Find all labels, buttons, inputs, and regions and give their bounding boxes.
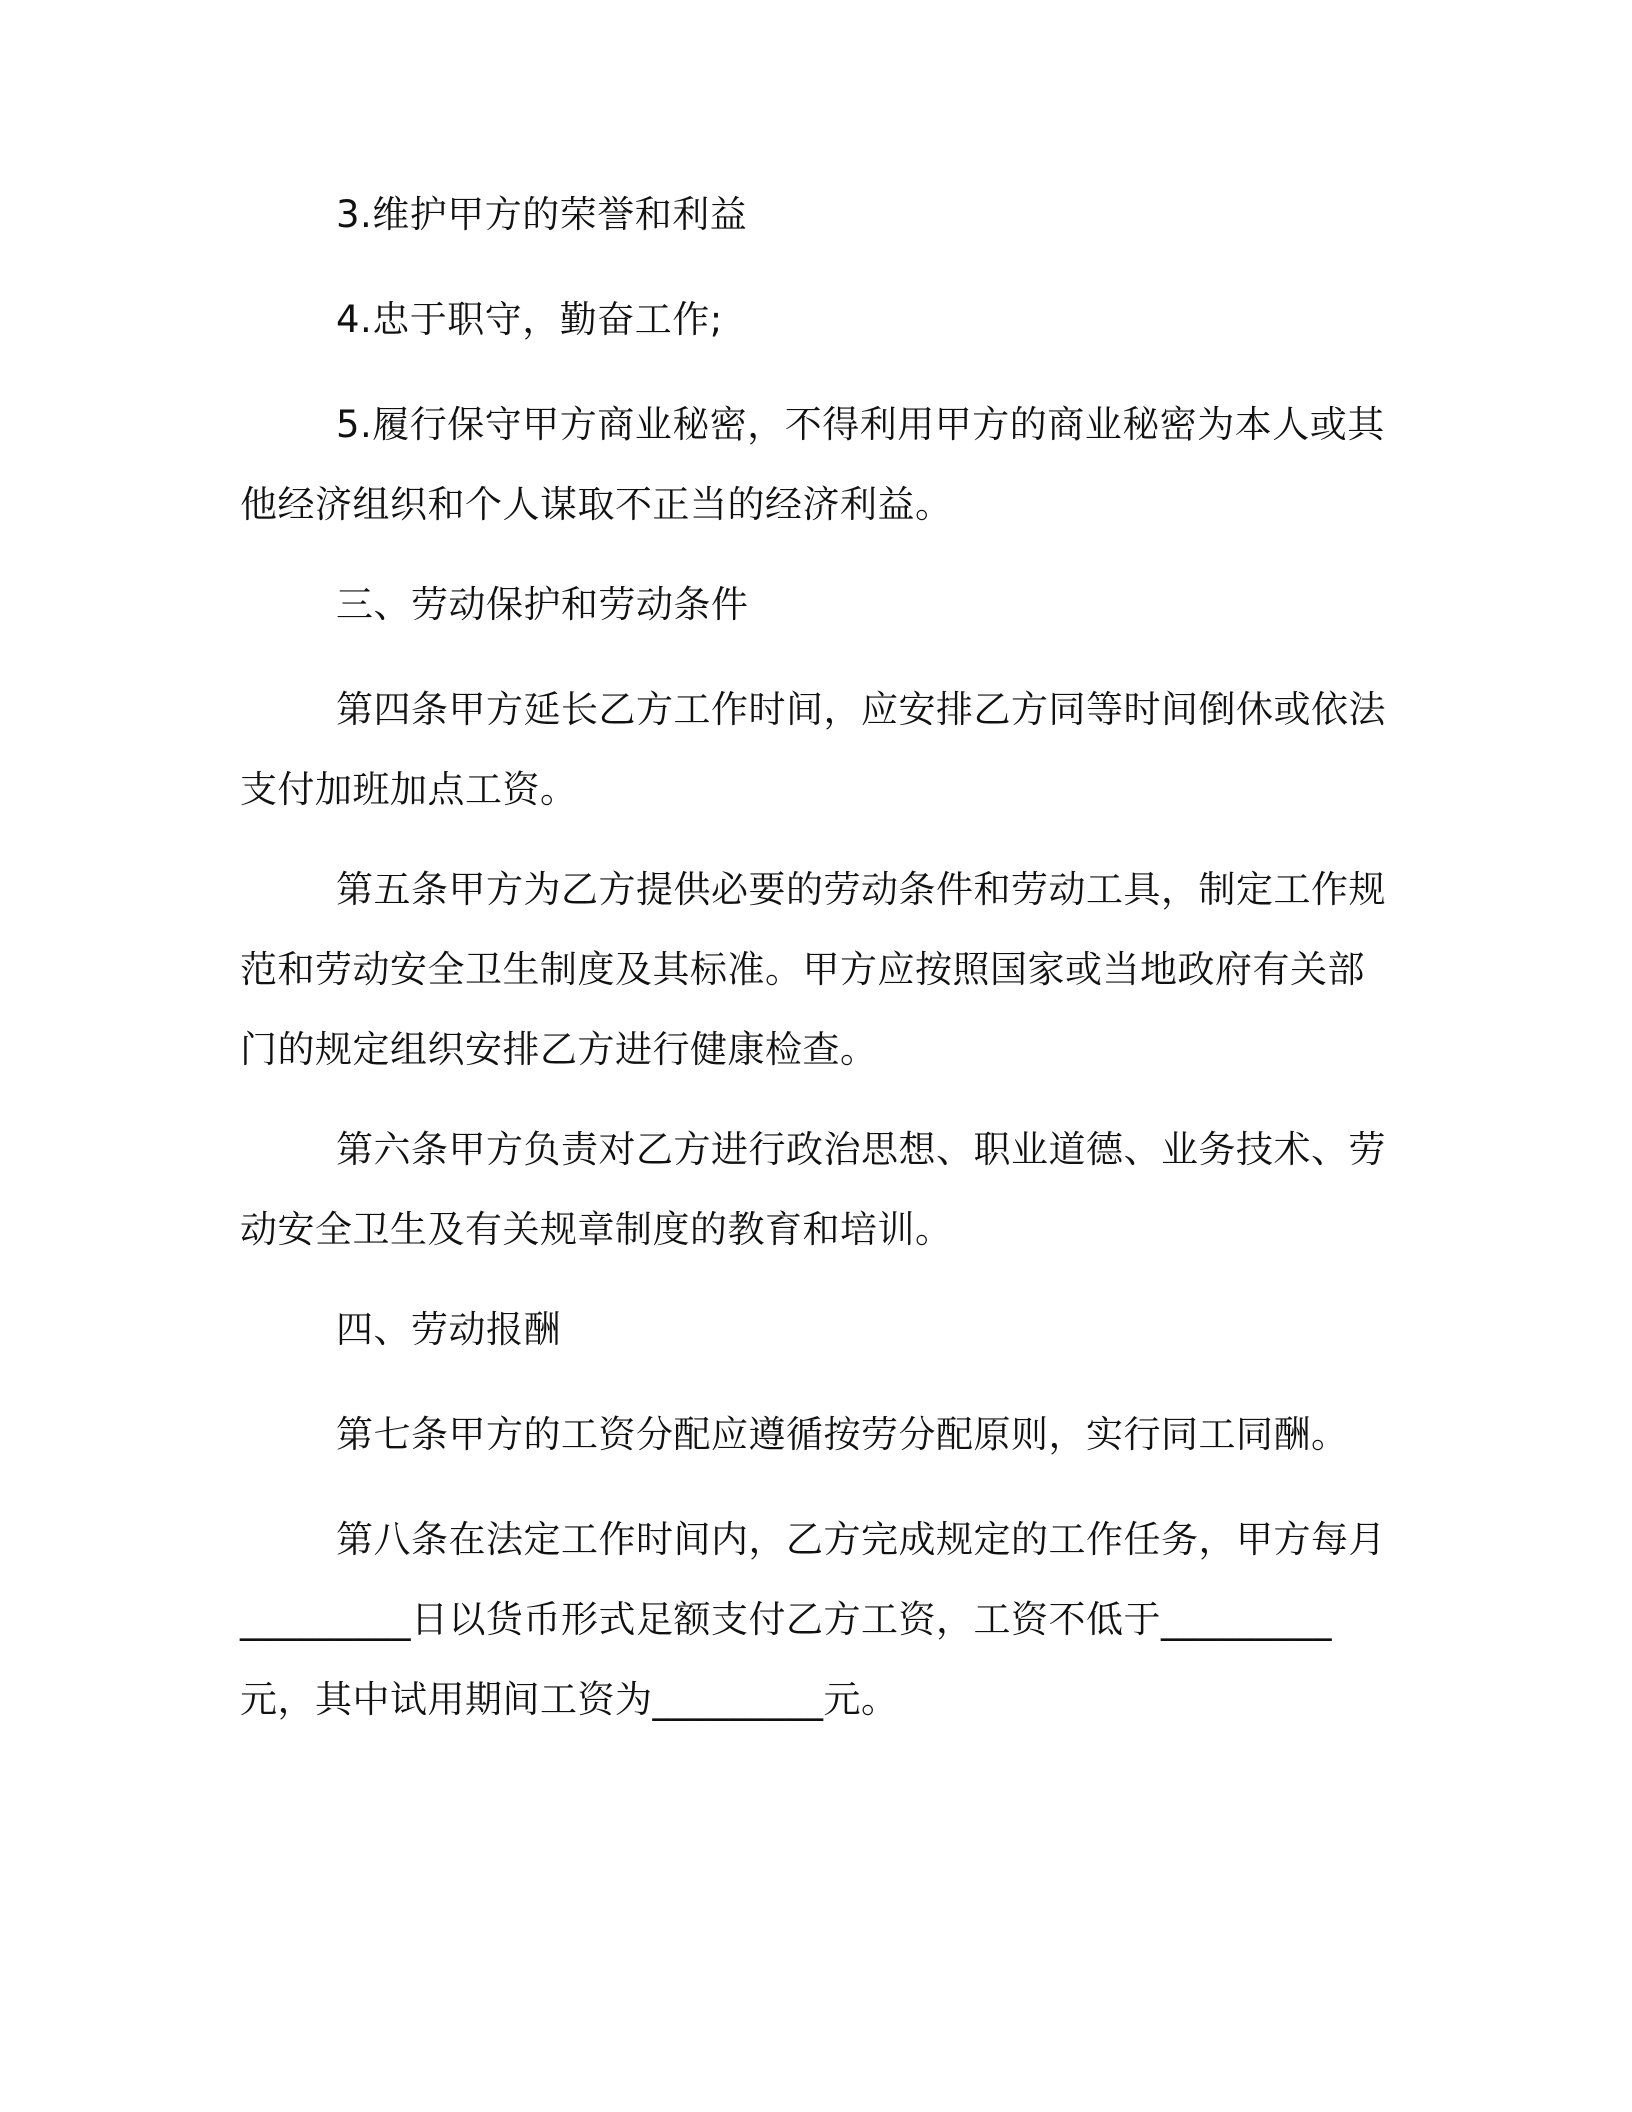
article-6 <box>240 1110 1386 1270</box>
article-8-line2: _________日以货币形式足额支付乙方工资，工资不低于_________ <box>240 1598 1332 1641</box>
article-7 <box>240 1395 1380 1475</box>
duty-item-3 <box>240 175 1380 255</box>
section-3-heading <box>240 565 1380 645</box>
article-8-line1: 第八条在法定工作时间内，乙方完成规定的工作任务，甲方每月 <box>336 1518 1386 1561</box>
section-3-heading-text: 三、劳动保护和劳动条件 <box>336 583 749 626</box>
duty-item-5-line2: 他经济组织和个人谋取不正当的经济利益。 <box>240 483 953 526</box>
duty-item-5 <box>240 385 1385 545</box>
section-4-heading <box>240 1290 1380 1370</box>
article-4-line2: 支付加班加点工资。 <box>240 768 578 811</box>
article-4-line1: 第四条甲方延长乙方工作时间，应安排乙方同等时间倒休或依法 <box>336 688 1386 731</box>
duty-item-4-text: 4.忠于职守，勤奋工作; <box>336 298 723 341</box>
article-8 <box>240 1500 1386 1740</box>
article-7-text: 第七条甲方的工资分配应遵循按劳分配原则，实行同工同酬。 <box>336 1413 1349 1456</box>
article-6-line1: 第六条甲方负责对乙方进行政治思想、职业道德、业务技术、劳 <box>336 1128 1386 1171</box>
article-6-line2: 动安全卫生及有关规章制度的教育和培训。 <box>240 1208 953 1251</box>
article-5-line1: 第五条甲方为乙方提供必要的劳动条件和劳动工具，制定工作规 <box>336 868 1386 911</box>
article-8-line3: 元，其中试用期间工资为_________元。 <box>240 1678 899 1721</box>
duty-item-5-line1: 5.履行保守甲方商业秘密，不得利用甲方的商业秘密为本人或其 <box>336 403 1385 446</box>
article-5-line2: 范和劳动安全卫生制度及其标准。甲方应按照国家或当地政府有关部 <box>240 948 1365 991</box>
article-4 <box>240 670 1386 830</box>
article-5 <box>240 850 1386 1090</box>
duty-item-4 <box>240 280 1380 360</box>
duty-item-3-text: 3.维护甲方的荣誉和利益 <box>336 193 748 236</box>
article-5-line3: 门的规定组织安排乙方进行健康检查。 <box>240 1028 878 1071</box>
section-4-heading-text: 四、劳动报酬 <box>336 1308 561 1351</box>
